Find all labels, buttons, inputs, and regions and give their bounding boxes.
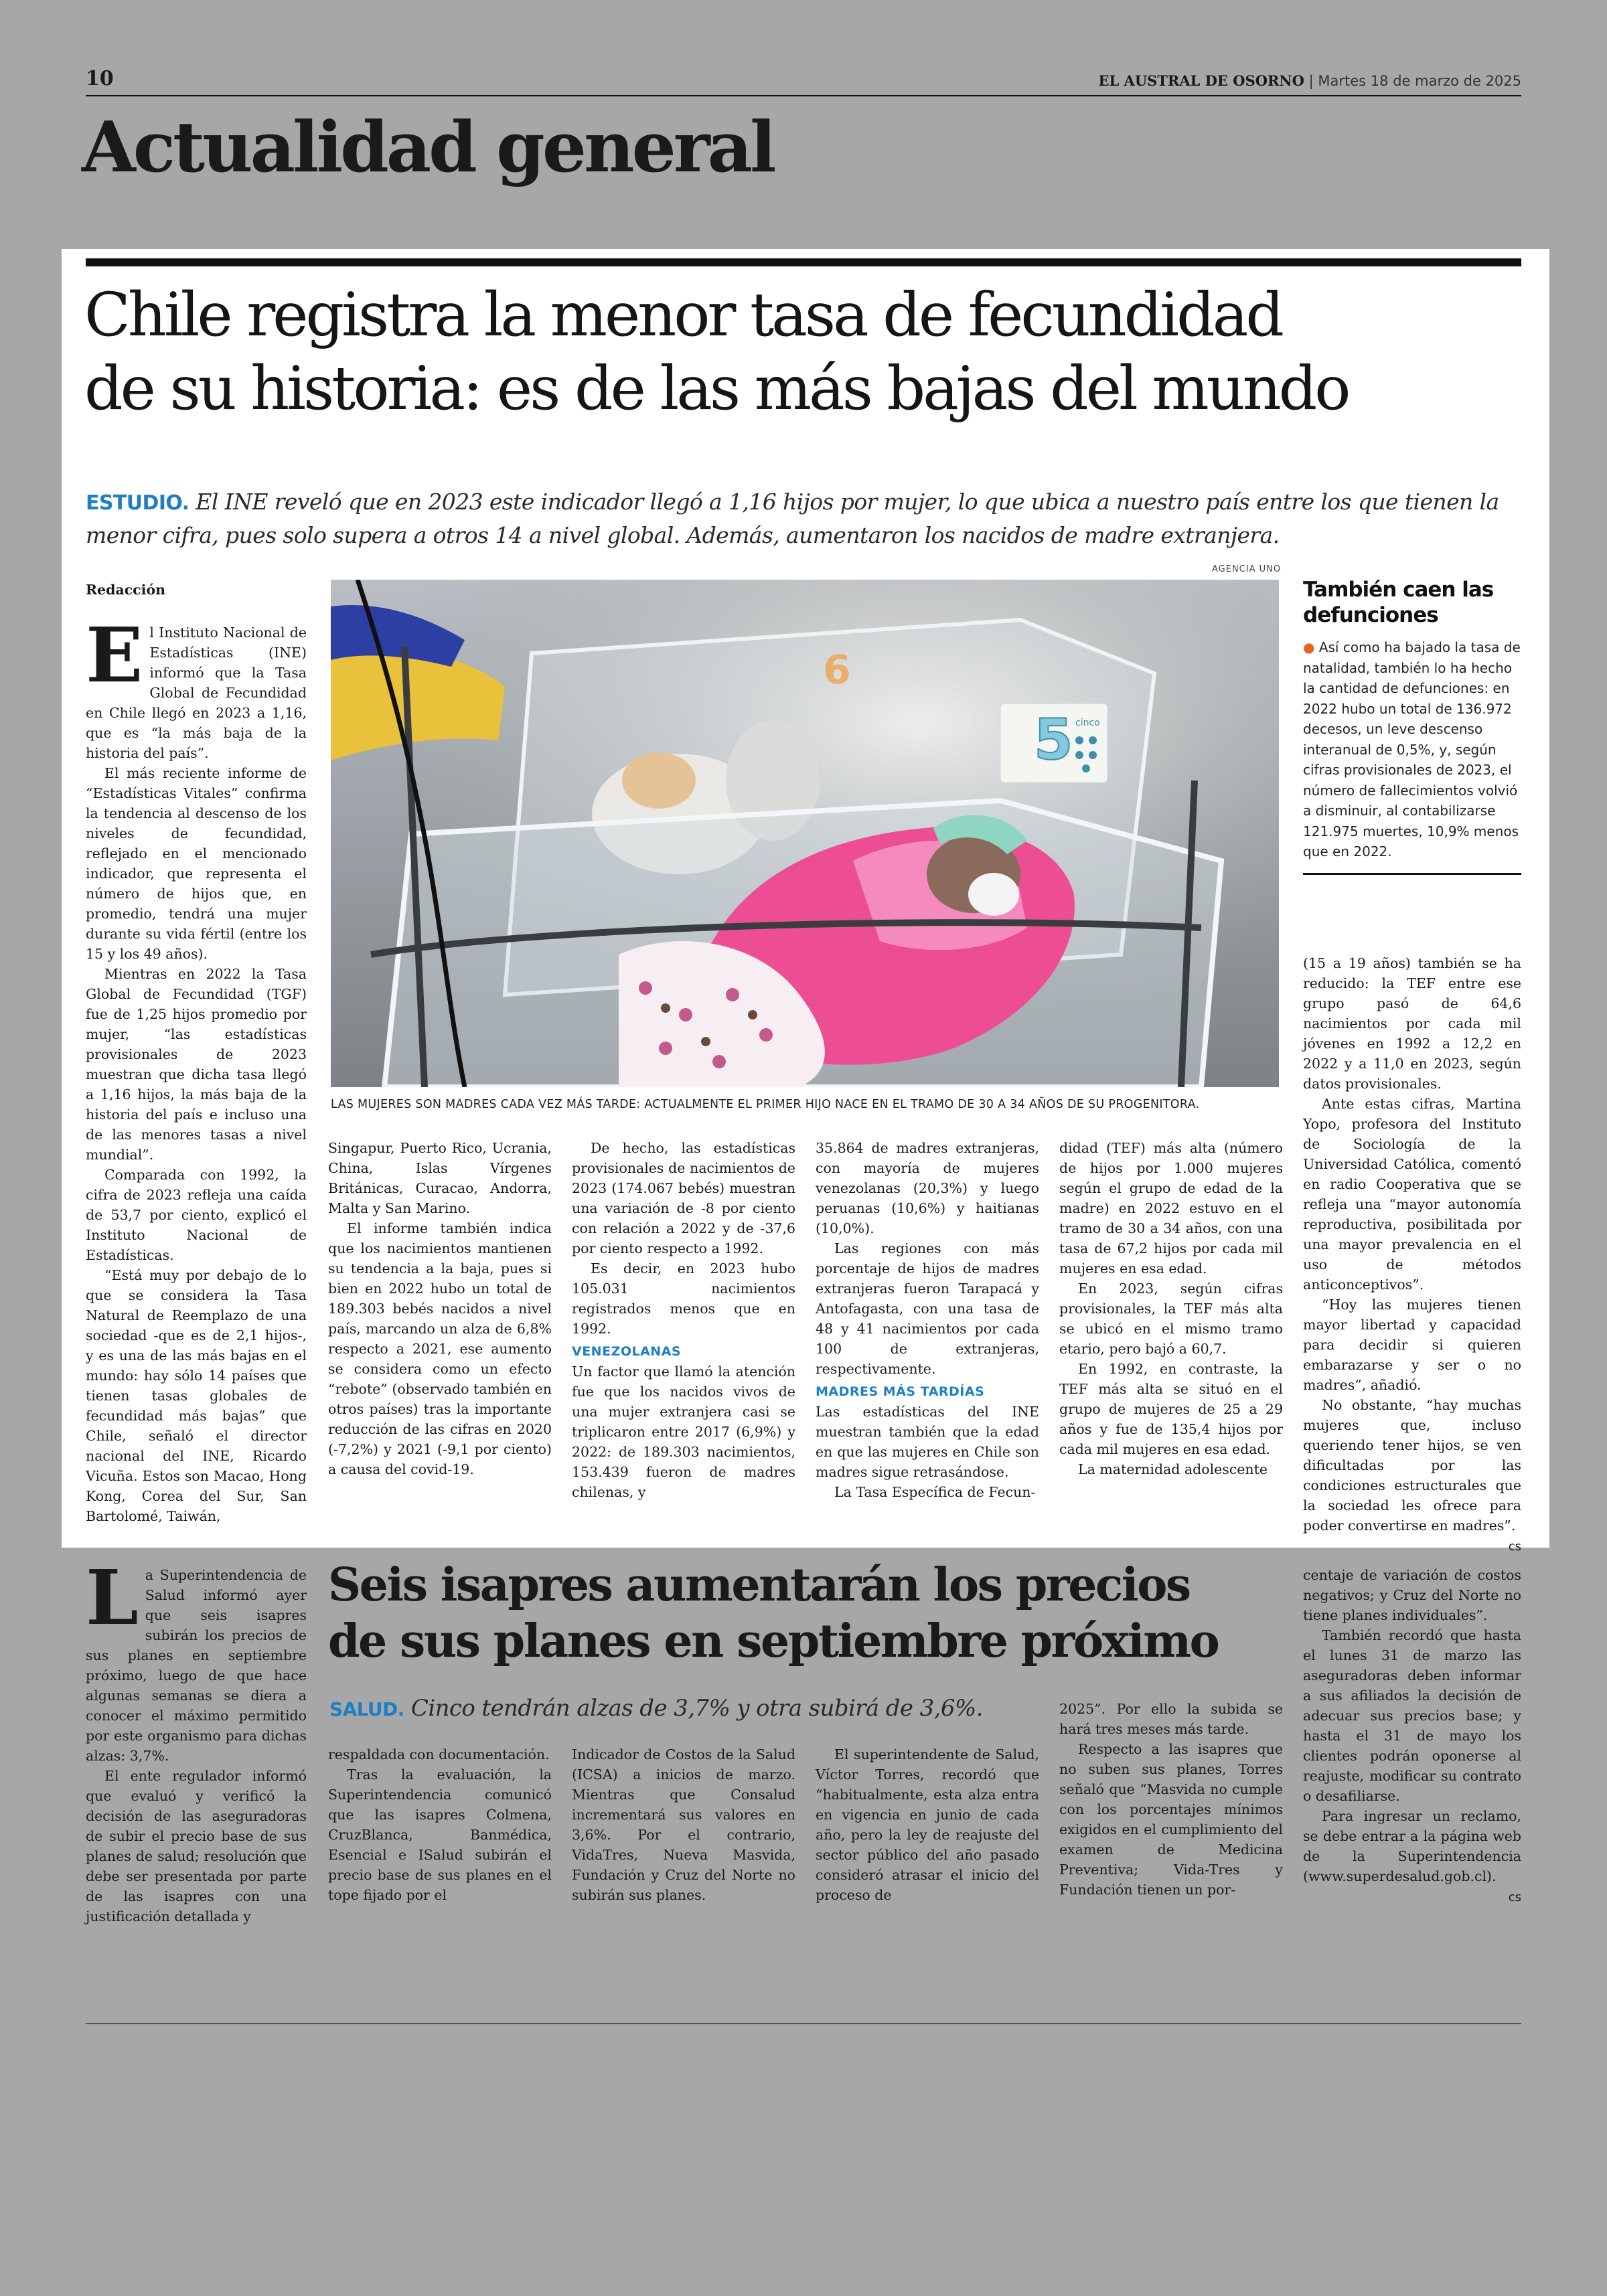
second-drop-cap: L: [86, 1554, 139, 1642]
main-c5-p4: La maternidad adolescente: [1078, 1461, 1268, 1477]
subhead-venezolanas: VENEZOLANAS: [572, 1344, 682, 1359]
main-c2-p2: El informe también indica que los nacimientos mantienen su tendencia a la baja, pues si bien en 2022 hubo un total de 189.303 bebés nacidos a nivel país, marcando un alza de 6,8% respecto a 2021, ese aumento se considera como un efecto “rebote” (observado también en otros países) tras la importante reducción de las cifras en 2020 (-7,2%) y 2021 (-9,1 por ciento) a causa del covid-19.: [328, 1220, 552, 1477]
main-col-2: [328, 1138, 552, 1479]
main-end-mark: cs: [1508, 1540, 1521, 1554]
photo-card-number: 5: [1034, 707, 1073, 772]
main-headline-line1: Chile registra la menor tasa de fecundidad: [84, 280, 1282, 350]
main-c5-p2: En 2023, según cifras provisionales, la TEF más alta se ubicó en el mismo tramo etario, pero bajó a 60,7.: [1059, 1281, 1283, 1357]
main-c1-p4: Comparada con 1992, la cifra de 2023 refleja una caída de 53,7 por ciento, explicó el Instituto Nacional de Estadísticas.: [86, 1167, 307, 1263]
second-headline-line2: de sus planes en septiembre próximo: [328, 1615, 1219, 1668]
second-headline: [328, 1557, 1218, 1669]
second-c5-p2: Respecto a las isapres que no suben sus planes, Torres señaló que “Masvida no cumple con los porcentajes mínimos exigidos en el cumplimiento del examen de Medicina Preventiva; Vida-Tres y Fundación tienen un por-: [1059, 1741, 1283, 1898]
second-col-4: [816, 1744, 1039, 1905]
main-lede: [86, 486, 1525, 552]
second-c3-p1: Indicador de Costos de la Salud (ICSA) a inicios de marzo. Mientras que Consalud incrementará sus valores en 3,6%. Por el contrario, VidaTres, Nueva Masvida, Fundación y Cruz del Norte no subirán sus planes.: [572, 1746, 795, 1903]
main-c4-p4: La Tasa Específica de Fecun-: [834, 1484, 1036, 1500]
sidebar-title: También caen las defunciones: [1303, 578, 1494, 627]
second-c6-p3: Para ingresar un reclamo, se debe entrar a la página web de la Superintendencia (www.superdesalud.gob.cl).: [1303, 1808, 1521, 1884]
sidebar-text: [1303, 637, 1521, 862]
sidebar-rule: [1303, 873, 1521, 875]
main-c1-p2: El más reciente informe de “Estadísticas Vitales” confirma la tendencia al descenso de los niveles de fecundidad, reflejado en el mencionado indicador, que representa el número de hijos que, en promedio, tendrá una mujer durante su vida fértil (entre los 15 y los 49 años).: [86, 765, 307, 962]
main-c6-p4: No obstante, “hay muchas mujeres que, incluso queriendo tener hijos, se ven dificultadas por las condiciones estructurales que la sociedad les ofrece para poder convertirse en madres”.: [1303, 1397, 1521, 1534]
main-kicker: ESTUDIO.: [86, 491, 189, 515]
second-c2-p2: Tras la evaluación, la Superintendencia comunicó que las isapres Colmena, CruzBlanca, Banmédica, Esencial e ISalud subirán el precio base de sus planes en el tope fijado por el: [328, 1767, 552, 1903]
main-c5-p3: En 1992, en contraste, la TEF más alta se situó en el grupo de mujeres de 25 a 29 años y fue de 135,4 hijos por cada mil mujeres en esa edad.: [1059, 1361, 1283, 1457]
photo-caption: LAS MUJERES SON MADRES CADA VEZ MÁS TARDE: ACTUALMENTE EL PRIMER HIJO NACE EN EL TRAMO DE 30 A 34 AÑOS DE SU PROGENITORA.: [331, 1098, 1200, 1111]
main-c5-p1: didad (TEF) más alta (número de hijos por 1.000 mujeres según el grupo de edad de la madre) en 2022 estuvo en el tramo de 30 a 34 años, con una tasa de 67,2 hijos por cada mil mujeres en esa edad.: [1059, 1140, 1283, 1277]
header-rule: [86, 95, 1521, 96]
bottom-rule: [86, 2023, 1521, 2024]
photo-card-label: cinco: [1075, 718, 1100, 728]
sidebar-bullet-icon: ●: [1303, 639, 1315, 655]
main-c4-p1: 35.864 de madres extranjeras, con mayoría de mujeres venezolanas (20,3%) y luego peruanas (10,6%) y haitianas (10,0%).: [816, 1140, 1039, 1236]
second-col-3: [572, 1744, 795, 1905]
subhead-madres-mas-tardias: MADRES MÁS TARDÍAS: [816, 1384, 985, 1399]
second-c6-p1: centaje de variación de costos negativos; y Cruz del Norte no tiene planes individuales”.: [1303, 1567, 1521, 1623]
second-end-mark: cs: [1508, 1890, 1521, 1904]
main-headline-line2: de su historia: es de las más bajas del mundo: [84, 353, 1349, 424]
newborn-bassinet-photo: [331, 580, 1279, 1087]
main-c6-p1: (15 a 19 años) también se ha reducido: la TEF entre ese grupo pasó de 64,6 nacimientos por cada mil jóvenes en 1992 a 12,2 en 2022 y a 11,0 en 2023, según datos provisionales.: [1303, 955, 1521, 1092]
main-headline: [84, 278, 1348, 426]
main-c1-p5: “Está muy por debajo de lo que se considera la Tasa Natural de Reemplazo de una sociedad -que es de 2,1 hijos-, y es una de las más bajas en el mundo: hay sólo 14 países que tienen tasas globales de fecundidad más bajas” que Chile, señaló el director nacional del INE, Ricardo Vicuña. Estos son Macao, Hong Kong, Corea del Sur, San Bartolomé, Taiwán,: [86, 1267, 307, 1524]
main-c6-p3: “Hoy las mujeres tienen mayor libertad y capacidad para decidir si quieren embarazarse y ser o no madres”, añadió.: [1303, 1297, 1521, 1393]
main-c3-p2: Es decir, en 2023 hubo 105.031 nacimientos registrados menos que en 1992.: [572, 1260, 795, 1337]
main-photo: [331, 580, 1279, 1087]
main-c4-p3: Las estadísticas del INE muestran también que la edad en que las mujeres en Chile son madres sigue retrasándose.: [816, 1404, 1039, 1480]
second-c4-p1: El superintendente de Salud, Víctor Torres, recordó que “habitualmente, esta alza entra en vigencia en junio de cada año, pero la ley de reajuste del sector público del año pasado consideró atrasar el inicio del proceso de: [816, 1746, 1039, 1903]
main-col-5: [1059, 1138, 1283, 1479]
second-c5-p1: 2025”. Por ello la subida se hará tres meses más tarde.: [1059, 1701, 1283, 1737]
second-c6-p2: También recordó que hasta el lunes 31 de marzo las aseguradoras deben informar a sus afiliados la decisión de adecuar sus precios base; y hasta el 31 de mayo los clientes podrán oponerse al reajuste, modificar su contrato o desafiliarse.: [1303, 1627, 1521, 1804]
main-col-1: [86, 580, 307, 1526]
main-col-6: [1303, 953, 1521, 1557]
photo-bg-number: 6: [823, 647, 851, 693]
second-col-5: [1059, 1699, 1283, 1900]
issue-date: | Martes 18 de marzo de 2025: [1308, 73, 1521, 89]
main-c3-p3: Un factor que llamó la atención fue que los nacidos vivos de una mujer extranjera casi se triplicaron entre 2017 (6,9%) y 2022: de 189.303 nacimientos, 153.439 fueron de madres chilenas, y: [572, 1364, 795, 1500]
section-title: Actualidad general: [82, 106, 774, 188]
sidebar-box: [1303, 577, 1521, 875]
drop-cap: E: [86, 612, 143, 700]
second-col-1: [86, 1554, 307, 1926]
main-c4-p2: Las regiones con más porcentaje de hijos de madres extranjeras fueron Tarapacá y Antofagasta, con una tasa de 48 y 41 nacimientos por cada 100 de extranjeras, respectivamente.: [816, 1240, 1039, 1377]
byline: Redacción: [86, 582, 166, 598]
second-col-2: [328, 1744, 552, 1905]
masthead-date: [1098, 72, 1521, 89]
masthead: EL AUSTRAL DE OSORNO: [1098, 72, 1304, 89]
second-c1-p2: El ente regulador informó que evaluó y verificó la decisión de las aseguradoras de subir el precio base de sus planes de salud; resolución que debe ser presentada por parte de las isapres con una justificación detallada y: [86, 1768, 307, 1924]
main-c1-p1: l Instituto Nacional de Estadísticas (INE) informó que la Tasa Global de Fecundidad en Chile llegó en 2023 a 1,16, que es “la más baja de la historia del país”.: [86, 625, 307, 761]
main-col-3: [572, 1138, 795, 1502]
photo-credit: AGENCIA UNO: [1212, 564, 1282, 574]
main-c6-p2: Ante estas cifras, Martina Yopo, profesora del Instituto de Sociología de la Universidad Católica, comentó en radio Cooperativa que se refleja una “mayor autonomía reproductiva, posibilitada por una mayor prevalencia en el uso de métodos anticonceptivos”.: [1303, 1096, 1521, 1293]
page-number: 10: [86, 67, 114, 90]
second-col-6: [1303, 1565, 1521, 1908]
main-lede-text: El INE reveló que en 2023 este indicador llegó a 1,16 hijos por mujer, lo que ubica a nuestro país entre los que tienen la menor cifra, pues solo supera a otros 14 a nivel global. Además, aumentaron los nacidos de madre extranjera.: [86, 489, 1499, 548]
main-col-4: [816, 1138, 1039, 1502]
second-c1-p1: a Superintendencia de Salud informó ayer que seis isapres subirán los precios de sus planes en septiembre próximo, luego de que hace algunas semanas se diera a conocer el máximo permitido por este organismo para dichas alzas: 3,7%.: [86, 1567, 307, 1764]
second-kicker: SALUD.: [329, 1698, 404, 1720]
sidebar-body: Así como ha bajado la tasa de natalidad, también lo ha hecho la cantidad de defunciones: en 2022 hubo un total de 136.972 decesos, un leve descenso interanual de 0,5%, y, según cifras provisionales de 2023, el número de fallecimientos volvió a disminuir, al contabilizarse 121.975 muertes, 10,9% menos que en 2022.: [1303, 639, 1521, 859]
main-c1-p3: Mientras en 2022 la Tasa Global de Fecundidad (TGF) fue de 1,25 hijos promedio por mujer, “las estadísticas provisionales de 2023 muestran que dicha tasa llegó a 1,16 hijos, la más baja de la historia del país e incluso una de las menores tasas a nivel mundial”.: [86, 966, 307, 1163]
second-lede: [329, 1694, 983, 1724]
second-lede-text: Cinco tendrán alzas de 3,7% y otra subirá de 3,6%.: [410, 1695, 983, 1722]
second-c2-p1: respaldada con documentación.: [328, 1746, 550, 1762]
second-headline-line1: Seis isapres aumentarán los precios: [328, 1558, 1190, 1612]
main-c2-p1: Singapur, Puerto Rico, Ucrania, China, Islas Vírgenes Británicas, Curacao, Andorra, Malta y San Marino.: [328, 1140, 552, 1216]
main-c3-p1: De hecho, las estadísticas provisionales de nacimientos de 2023 (174.067 bebés) muestran una variación de -8 por ciento con relación a 2022 y de -37,6 por ciento respecto a 1992.: [572, 1140, 795, 1256]
main-top-rule: [86, 258, 1521, 266]
